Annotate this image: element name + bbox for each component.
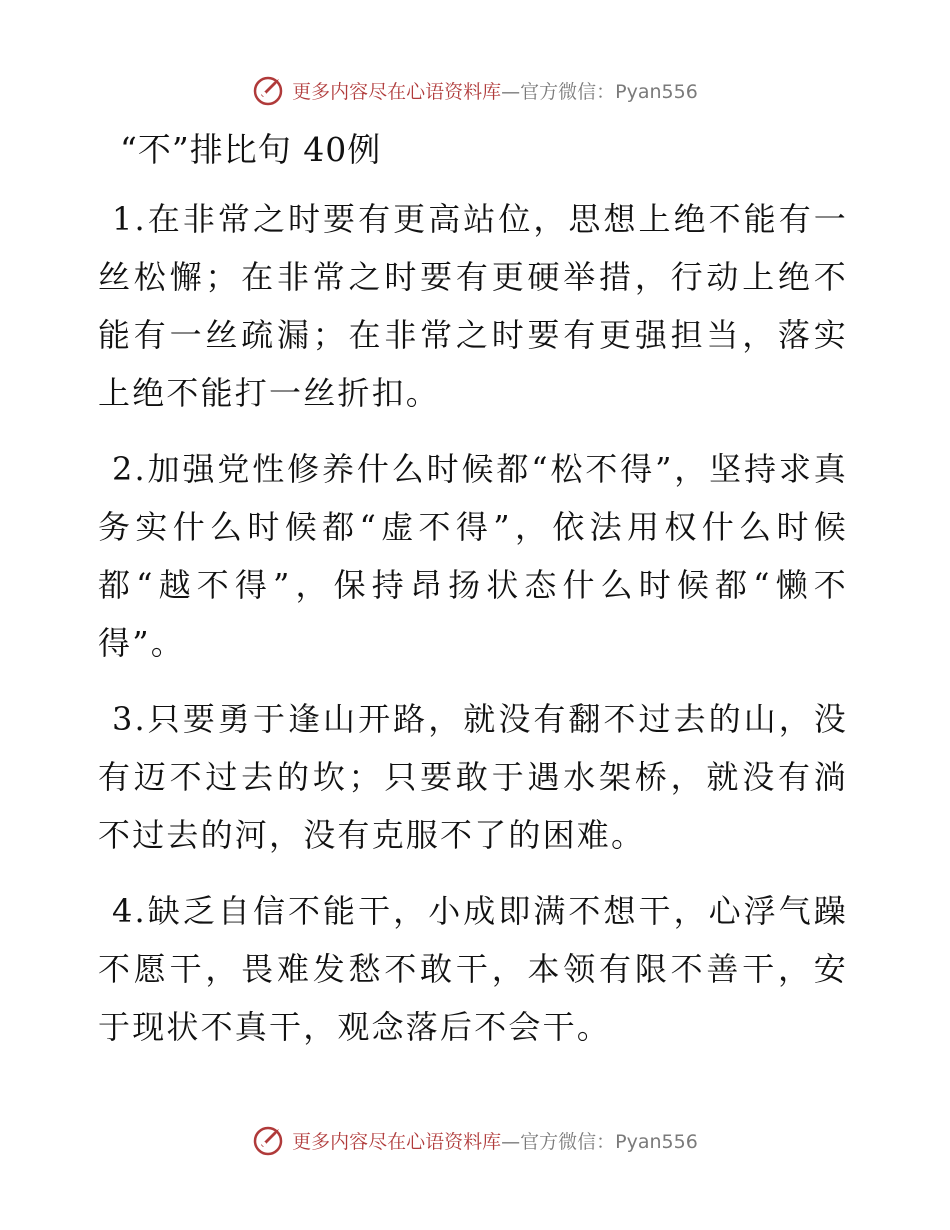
pen-logo-icon xyxy=(252,1123,286,1157)
header-banner xyxy=(0,70,950,110)
header-text xyxy=(292,77,698,104)
paragraph-4: 4.缺乏自信不能干，小成即满不想干，心浮气躁不愿干，畏难发愁不敢干，本领有限不善干，安于现状不真干，观念落后不会干。 xyxy=(98,892,848,1046)
header-text-gray: —官方微信：Pyan556 xyxy=(501,80,698,103)
footer-text-red: 更多内容尽在心语资料库 xyxy=(292,1130,502,1153)
paragraph-3: 3.只要勇于逢山开路，就没有翻不过去的山，没有迈不过去的坎；只要敢于遇水架桥，就没有淌不过去的河，没有克服不了的困难。 xyxy=(98,700,848,854)
footer-text xyxy=(292,1127,698,1154)
paragraph-1: 1.在非常之时要有更高站位，思想上绝不能有一丝松懈；在非常之时要有更硬举措，行动上绝不能有一丝疏漏；在非常之时要有更强担当，落实上绝不能打一丝折扣。 xyxy=(98,200,848,412)
footer-text-gray: —官方微信：Pyan556 xyxy=(501,1130,698,1153)
page-title: “不”排比句 40例 xyxy=(120,130,382,169)
pen-logo-icon xyxy=(252,73,286,107)
footer-banner xyxy=(0,1120,950,1160)
header-text-red: 更多内容尽在心语资料库 xyxy=(292,80,502,103)
paragraph-2: 2.加强党性修养什么时候都“松不得”，坚持求真务实什么时候都“虚不得”，依法用权什么时候都“越不得”，保持昂扬状态什么时候都“懒不得”。 xyxy=(98,450,848,662)
content-body xyxy=(98,190,848,1074)
